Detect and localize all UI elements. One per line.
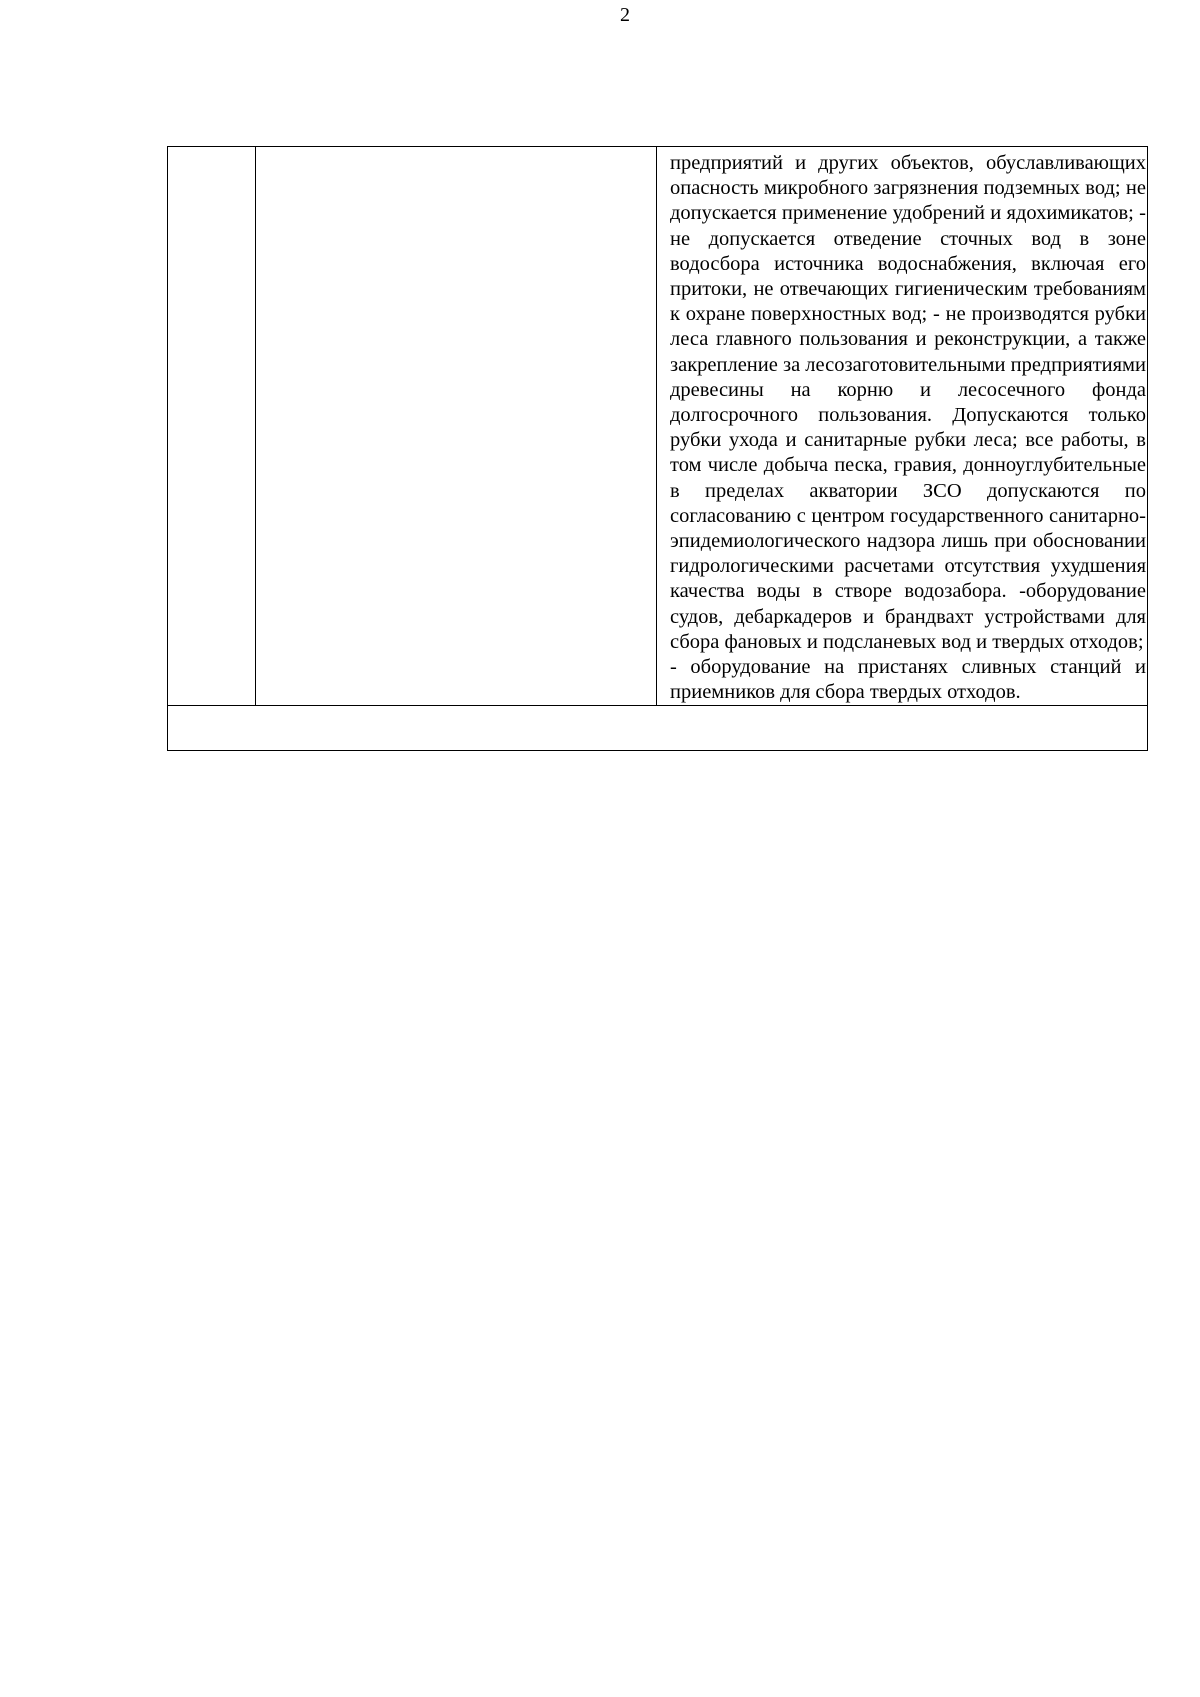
page-number: 2	[620, 4, 630, 26]
requirements-paragraph: предприятий и других объектов, обуславливающих опасность микробного загрязнения подземных вод; не допускается применение удобрений и ядохимикатов; - не допускается отведение сточных вод в зоне водосбора источника водоснабжения, включая его притоки, не отвечающих гигиеническим требованиям к охране поверхностных вод; - не производятся рубки леса главного пользования и реконструкции, а также закрепление за лесозаготовительными предприятиями древесины на корню и лесосечного фонда долгосрочного пользования. Допускаются только рубки ухода и санитарные рубки леса; все работы, в том числе добыча песка, гравия, донноуглубительные в пределах акватории ЗСО допускаются по согласованию с центром государственного санитарно-эпидемиологического надзора лишь при обосновании гидрологическими расчетами отсутствия ухудшения качества воды в створе водозабора. -оборудование судов, дебаркадеров и брандвахт устройствами для сбора фановых и подсланевых вод и твердых отходов;	[670, 152, 1146, 653]
table-row	[168, 147, 1148, 706]
requirements-paragraph: - оборудование на пристанях сливных станций и приемников для сбора твердых отходов.	[670, 656, 1146, 704]
table-row	[168, 706, 1148, 751]
table-cell-empty-row	[168, 706, 1148, 751]
table-cell-empty-1	[168, 147, 256, 706]
table-cell-empty-2	[256, 147, 657, 706]
document-table	[167, 146, 1148, 751]
table-cell-requirements	[657, 147, 1148, 706]
